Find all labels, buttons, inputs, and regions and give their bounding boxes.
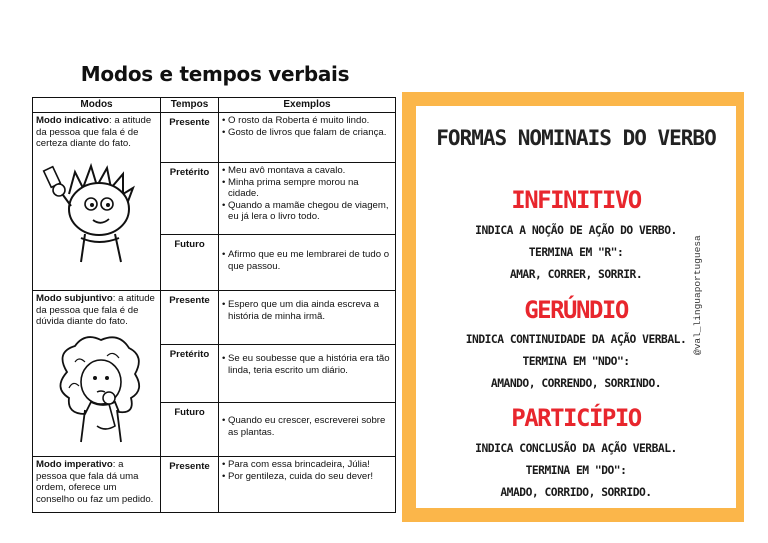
section-line: INDICA CONTINUIDADE DA AÇÃO VERBAL.	[465, 333, 687, 346]
section-line: AMANDO, CORRENDO, SORRINDO.	[490, 377, 662, 390]
example-item: • Espero que um dia ainda escreva a história de minha irmã.	[222, 299, 392, 322]
section-line: INDICA A NOÇÃO DE AÇÃO DO VERBO.	[475, 224, 677, 237]
mode-cell-imperativo	[33, 457, 161, 513]
example-item: • Gosto de livros que falam de criança.	[222, 127, 392, 139]
tempo-presente: Presente	[161, 457, 219, 513]
example-item: • Para com essa brincadeira, Júlia!	[222, 459, 392, 471]
girl-doubting-illustration	[45, 332, 149, 444]
section-heading-participio: PARTICÍPIO	[511, 404, 641, 432]
example-item: • Quando eu crescer, escreverei sobre as plantas.	[222, 415, 392, 438]
author-handle: @val_linguaportuguesa	[692, 235, 703, 355]
example-item: • Afirmo que eu me lembrarei de tudo o que passou.	[222, 249, 392, 272]
example-item: • Se eu soubesse que a história era tão linda, teria escrito um diário.	[222, 353, 392, 376]
examples-cell	[219, 457, 396, 513]
section-line: AMAR, CORRER, SORRIR.	[509, 268, 643, 281]
header-exemplos: Exemplos	[219, 98, 396, 113]
section-line: AMADO, CORRIDO, SORRIDO.	[500, 486, 652, 499]
header-tempos: Tempos	[161, 98, 219, 113]
table-title: Modos e tempos verbais	[80, 62, 350, 86]
example-item: • Meu avô montava a cavalo.	[222, 165, 392, 177]
mode-description: : a pessoa que fala dá uma ordem, oferece um conselho ou faz um pedido.	[36, 459, 154, 505]
examples-cell	[219, 291, 396, 345]
examples-cell	[219, 163, 396, 235]
verb-modes-table	[32, 97, 396, 513]
mode-label: Modo imperativo	[36, 459, 113, 470]
mode-label: Modo indicativo	[36, 115, 110, 126]
section-line: TERMINA EM "R":	[528, 246, 624, 259]
examples-cell	[219, 113, 396, 163]
tempo-presente: Presente	[161, 291, 219, 345]
section-heading-infinitivo: INFINITIVO	[511, 186, 641, 214]
tempo-preterito: Pretérito	[161, 345, 219, 403]
header-modos: Modos	[33, 98, 161, 113]
table-row	[33, 457, 396, 513]
nominal-forms-poster	[402, 92, 744, 522]
mode-description: : a atitude da pessoa que fala é de certeza diante do fato.	[36, 115, 152, 150]
example-item: • Por gentileza, cuida do seu dever!	[222, 471, 392, 483]
examples-cell	[219, 403, 396, 457]
mode-cell-indicativo	[33, 113, 161, 291]
example-item: • Quando a mamãe chegou de viagem, eu já lera o livro todo.	[222, 200, 392, 223]
mode-description: : a atitude da pessoa que fala é de dúvida diante do fato.	[36, 293, 155, 328]
example-item: • O rosto da Roberta é muito lindo.	[222, 115, 392, 127]
mode-label: Modo subjuntivo	[36, 293, 113, 304]
example-item: • Minha prima sempre morou na cidade.	[222, 177, 392, 200]
examples-cell	[219, 345, 396, 403]
tempo-futuro: Futuro	[161, 403, 219, 457]
section-line: TERMINA EM "DO":	[525, 464, 627, 477]
table-header-row	[33, 98, 396, 113]
poster-card	[416, 106, 736, 508]
section-line: TERMINA EM "NDO":	[522, 355, 630, 368]
tempo-preterito: Pretérito	[161, 163, 219, 235]
table-row	[33, 291, 396, 345]
mode-cell-subjuntivo	[33, 291, 161, 457]
examples-cell	[219, 235, 396, 291]
section-line: INDICA CONCLUSÃO DA AÇÃO VERBAL.	[475, 442, 677, 455]
section-heading-gerundio: GERÚNDIO	[524, 296, 628, 324]
boy-thinking-illustration	[41, 154, 153, 266]
poster-title: FORMAS NOMINAIS DO VERBO	[436, 126, 716, 150]
tempo-presente: Presente	[161, 113, 219, 163]
tempo-futuro: Futuro	[161, 235, 219, 291]
table-row	[33, 113, 396, 163]
